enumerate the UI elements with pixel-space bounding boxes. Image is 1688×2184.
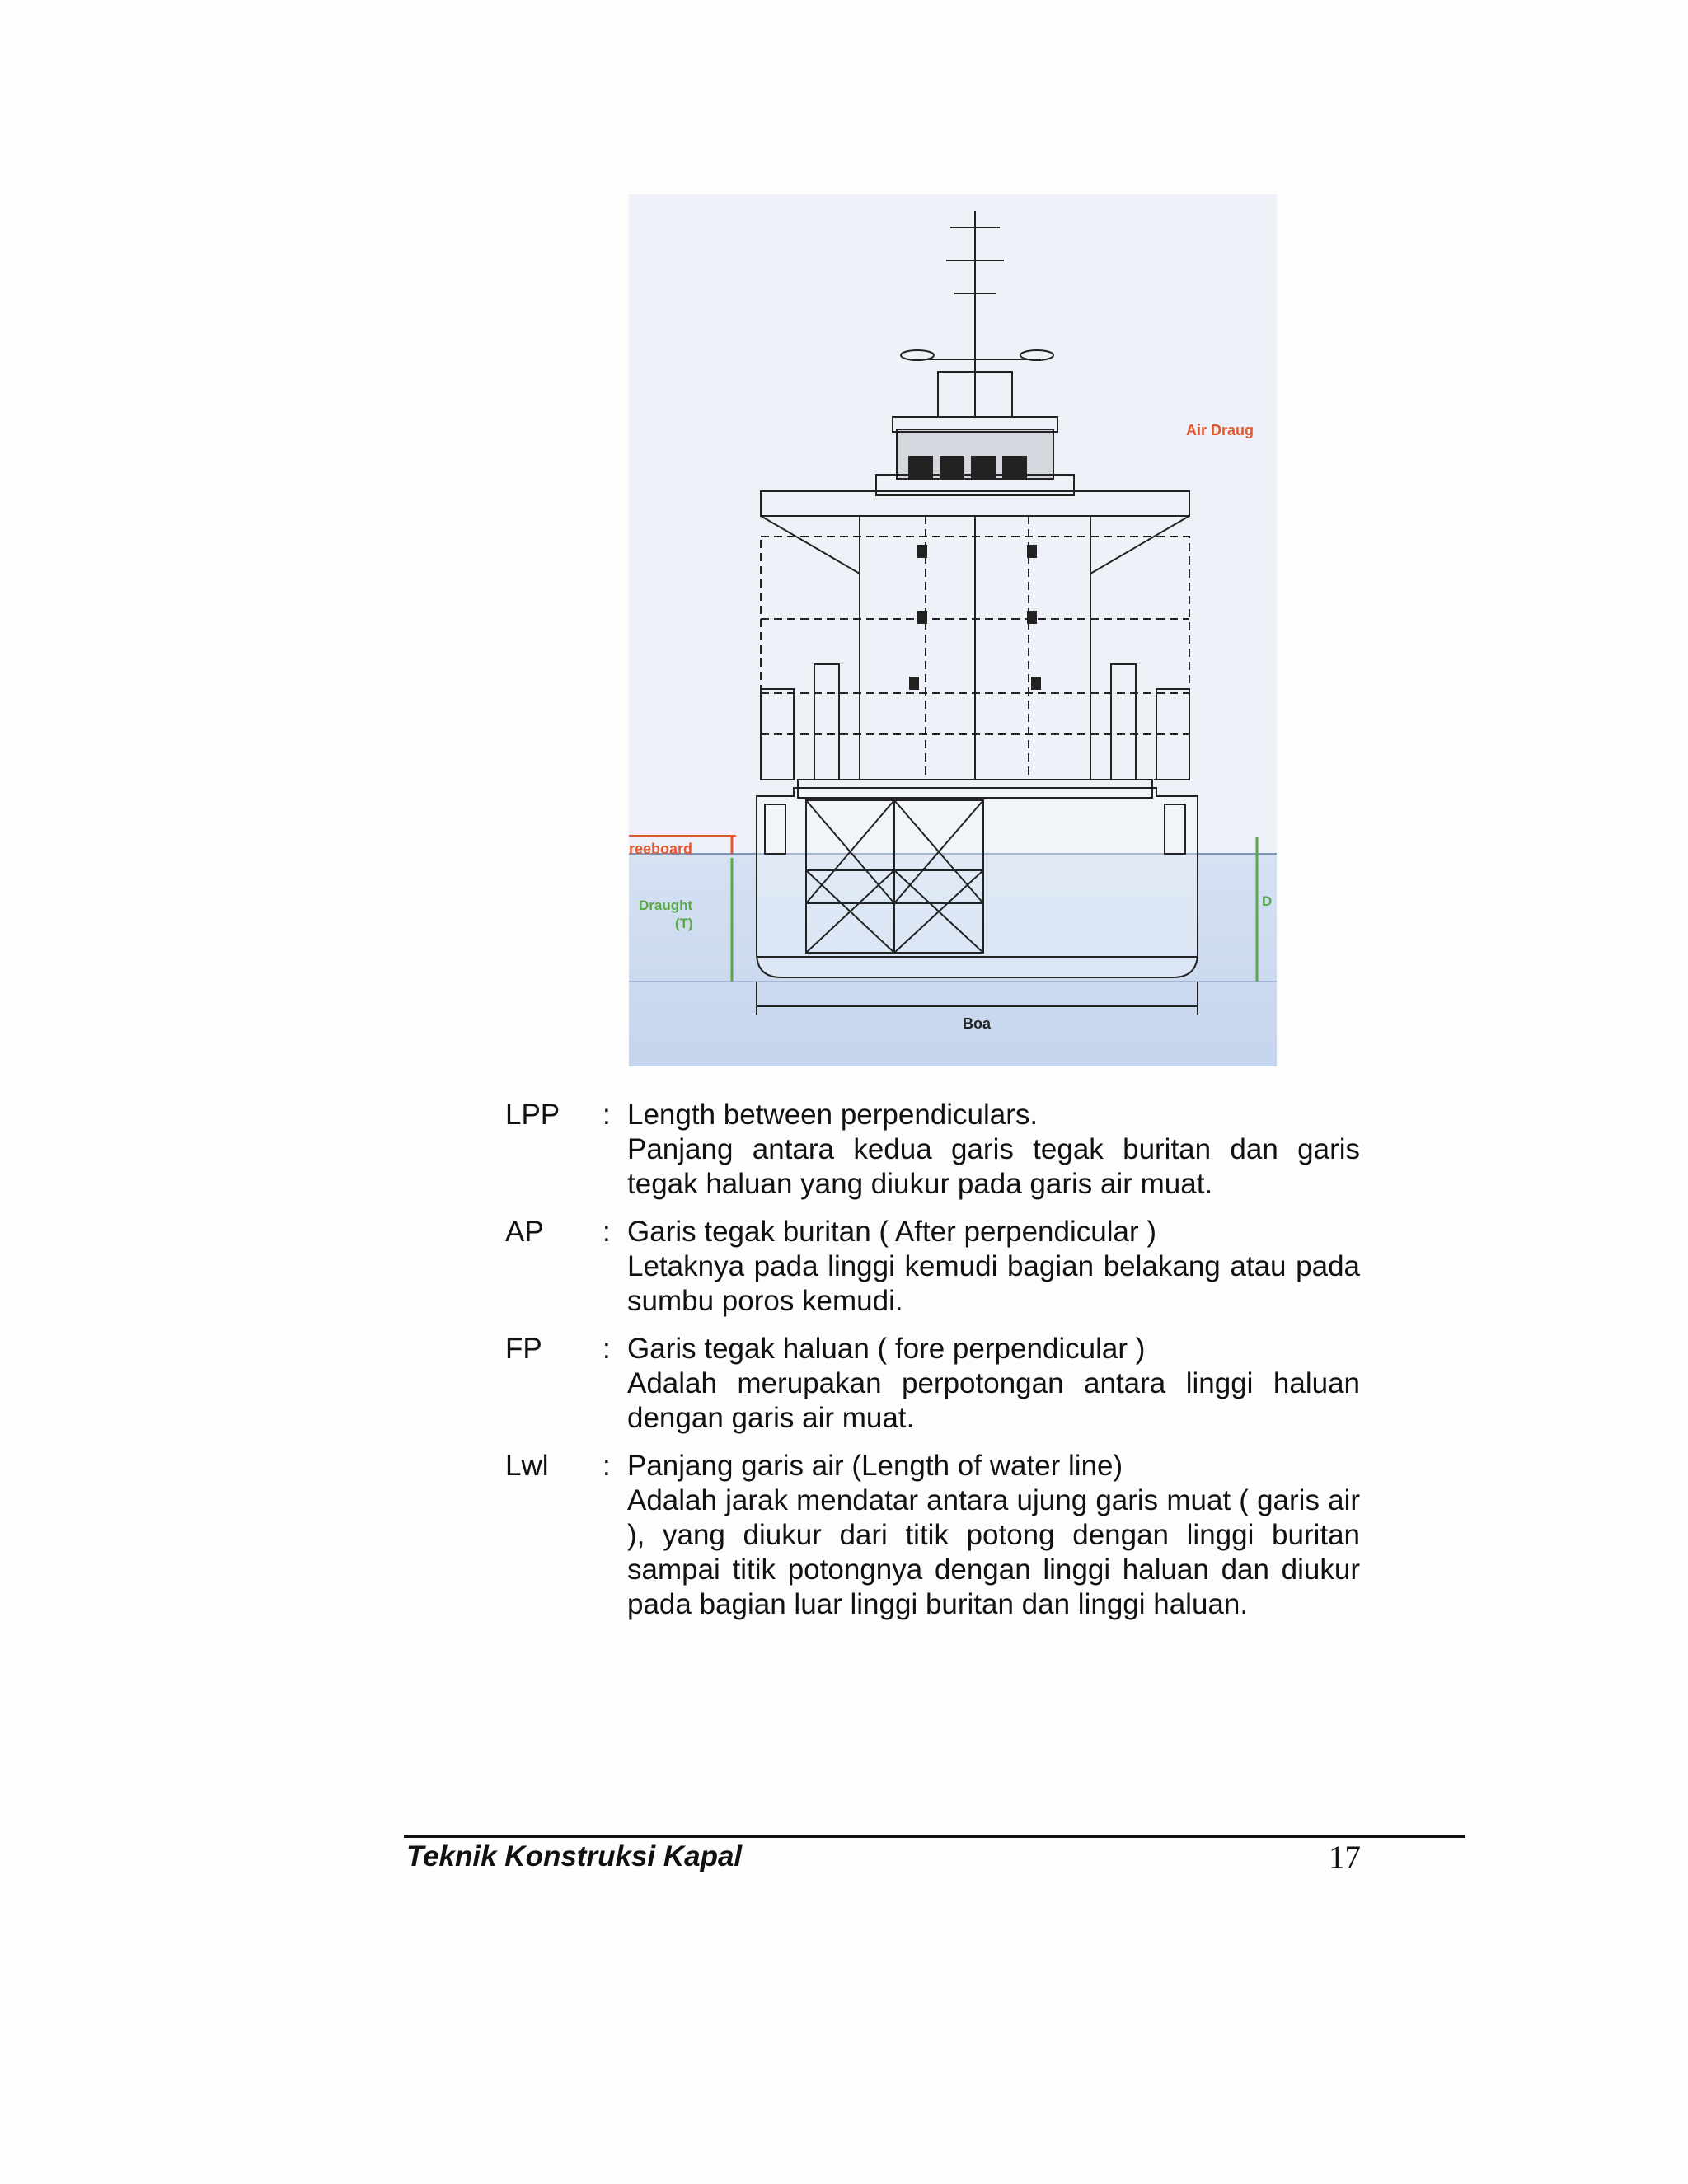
- definition-heading: Garis tegak buritan ( After perpendicular ): [627, 1216, 1156, 1248]
- term: FP: [505, 1333, 542, 1365]
- definition-lwl: [505, 1449, 1360, 1622]
- definition-body: [627, 1098, 1360, 1202]
- beam-label: Boa: [963, 1015, 992, 1032]
- draught-label: Draught: [639, 898, 693, 913]
- colon: :: [603, 1216, 611, 1248]
- air-draught-label: Air Draug: [1186, 422, 1254, 438]
- freeboard-label: reeboard: [629, 841, 693, 857]
- definition-heading: Garis tegak haluan ( fore perpendicular ): [627, 1333, 1146, 1365]
- colon: :: [603, 1099, 611, 1131]
- ship-midship-section-figure: [629, 194, 1277, 1066]
- footer-divider: [404, 1835, 1465, 1838]
- term: Lwl: [505, 1450, 549, 1482]
- page-number: 17: [1329, 1840, 1361, 1875]
- definition-lpp: [505, 1098, 1360, 1202]
- definition-body: [627, 1332, 1360, 1436]
- definition-heading: Length between perpendiculars.: [627, 1099, 1039, 1131]
- definition-text: Letaknya pada linggi kemudi bagian belakang atau pada sumbu poros kemudi.: [627, 1250, 1360, 1317]
- definition-text: Adalah merupakan perpotongan antara linggi haluan dengan garis air muat.: [627, 1367, 1360, 1434]
- draught-symbol-label: (T): [675, 916, 693, 931]
- definition-body: [627, 1215, 1360, 1319]
- term: AP: [505, 1216, 544, 1248]
- definition-text: Adalah jarak mendatar antara ujung garis muat ( garis air ), yang diukur dari titik potong dengan linggi buritan sampai titik potongnya dengan linggi haluan dan diukur pada bagian luar linggi buritan dan linggi haluan.: [627, 1484, 1360, 1620]
- depth-label-partial: D: [1262, 893, 1273, 909]
- definition-body: [627, 1449, 1360, 1622]
- definition-text: Panjang antara kedua garis tegak buritan dan garis tegak haluan yang diukur pada garis air muat.: [627, 1133, 1360, 1200]
- definition-list: [505, 1098, 1360, 1635]
- definition-fp: [505, 1332, 1360, 1436]
- term: LPP: [505, 1099, 560, 1131]
- footer-book-title: Teknik Konstruksi Kapal: [406, 1840, 743, 1872]
- definition-heading: Panjang garis air (Length of water line): [627, 1450, 1123, 1482]
- definition-ap: [505, 1215, 1360, 1319]
- colon: :: [603, 1450, 611, 1482]
- colon: :: [603, 1333, 611, 1365]
